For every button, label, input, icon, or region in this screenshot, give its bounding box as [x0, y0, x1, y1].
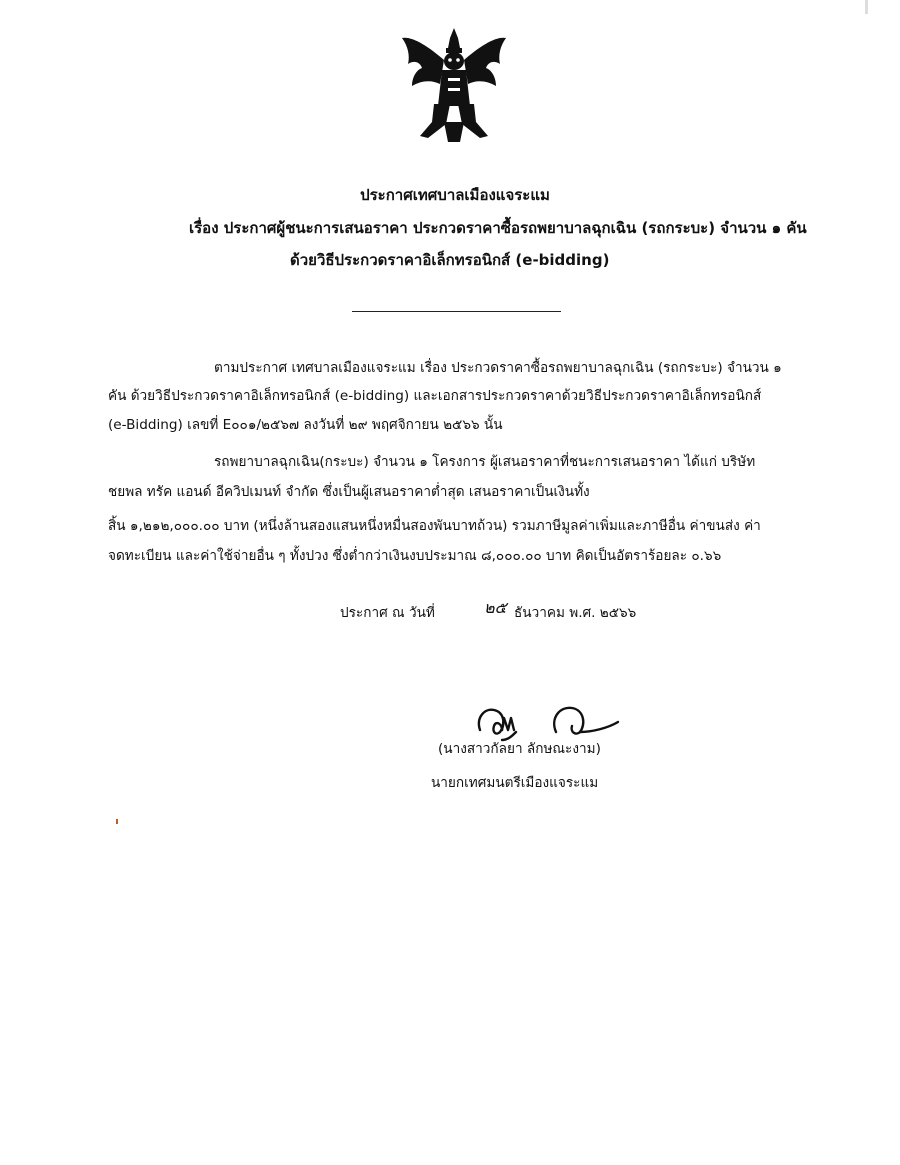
- title-divider: [352, 311, 561, 312]
- paragraph1-line2: คัน ด้วยวิธีประกวดราคาอิเล็กทรอนิกส์ (e-bidding) และเอกสารประกวดราคาด้วยวิธีประกวดราคาอิเล็กทรอนิกส์: [108, 388, 762, 404]
- paragraph2-line1: รถพยาบาลฉุกเฉิน(กระบะ) จำนวน ๑ โครงการ ผู้เสนอราคาที่ชนะการเสนอราคา ได้แก่ บริษัท: [214, 454, 756, 470]
- scan-edge: [865, 0, 868, 14]
- signatory-name: (นางสาวกัลยา ลักษณะงาม): [438, 741, 601, 757]
- paragraph2-line4: จดทะเบียน และค่าใช้จ่ายอื่น ๆ ทั้งปวง ซึ่งต่ำกว่าเงินงบประมาณ ๘,๐๐๐.๐๐ บาท คิดเป็นอัตราร้อยละ ๐.๖๖: [108, 548, 722, 564]
- announcement-method: ด้วยวิธีประกวดราคาอิเล็กทรอนิกส์ (e-bidding): [290, 251, 610, 269]
- paragraph2-line2: ชยพล ทรัค แอนด์ อีควิปเมนท์ จำกัด ซึ่งเป็นผู้เสนอราคาต่ำสุด เสนอราคาเป็นเงินทั้ง: [108, 484, 590, 500]
- paragraph1-line3: (e-Bidding) เลขที่ E๐๐๑/๒๕๖๗ ลงวันที่ ๒๙ พฤศจิกายน ๒๕๖๖ นั้น: [108, 417, 503, 433]
- announcement-subject: เรื่อง ประกาศผู้ชนะการเสนอราคา ประกวดราคาซื้อรถพยาบาลฉุกเฉิน (รถกระบะ) จำนวน ๑ คัน: [189, 219, 807, 237]
- paragraph2-line3: สิ้น ๑,๒๑๒,๐๐๐.๐๐ บาท (หนึ่งล้านสองแสนหนึ่งหมื่นสองพันบาทถ้วน) รวมภาษีมูลค่าเพิ่มและภาษีอื่น ค่าขนส่ง ค่า: [108, 518, 761, 534]
- handwritten-signature: [462, 702, 622, 742]
- announcement-date-suffix: ธันวาคม พ.ศ. ๒๕๖๖: [514, 605, 637, 621]
- announcement-date-day: ๒๕: [484, 598, 507, 617]
- announcement-title: ประกาศเทศบาลเมืองแจระแม: [360, 186, 550, 204]
- garuda-emblem-icon: [398, 26, 510, 144]
- scan-speck: [116, 819, 118, 824]
- signatory-position: นายกเทศมนตรีเมืองแจระแม: [431, 775, 599, 791]
- paragraph1-line1: ตามประกาศ เทศบาลเมืองแจระแม เรื่อง ประกวดราคาซื้อรถพยาบาลฉุกเฉิน (รถกระบะ) จำนวน ๑: [214, 360, 782, 376]
- announcement-date-prefix: ประกาศ ณ วันที่: [340, 605, 435, 621]
